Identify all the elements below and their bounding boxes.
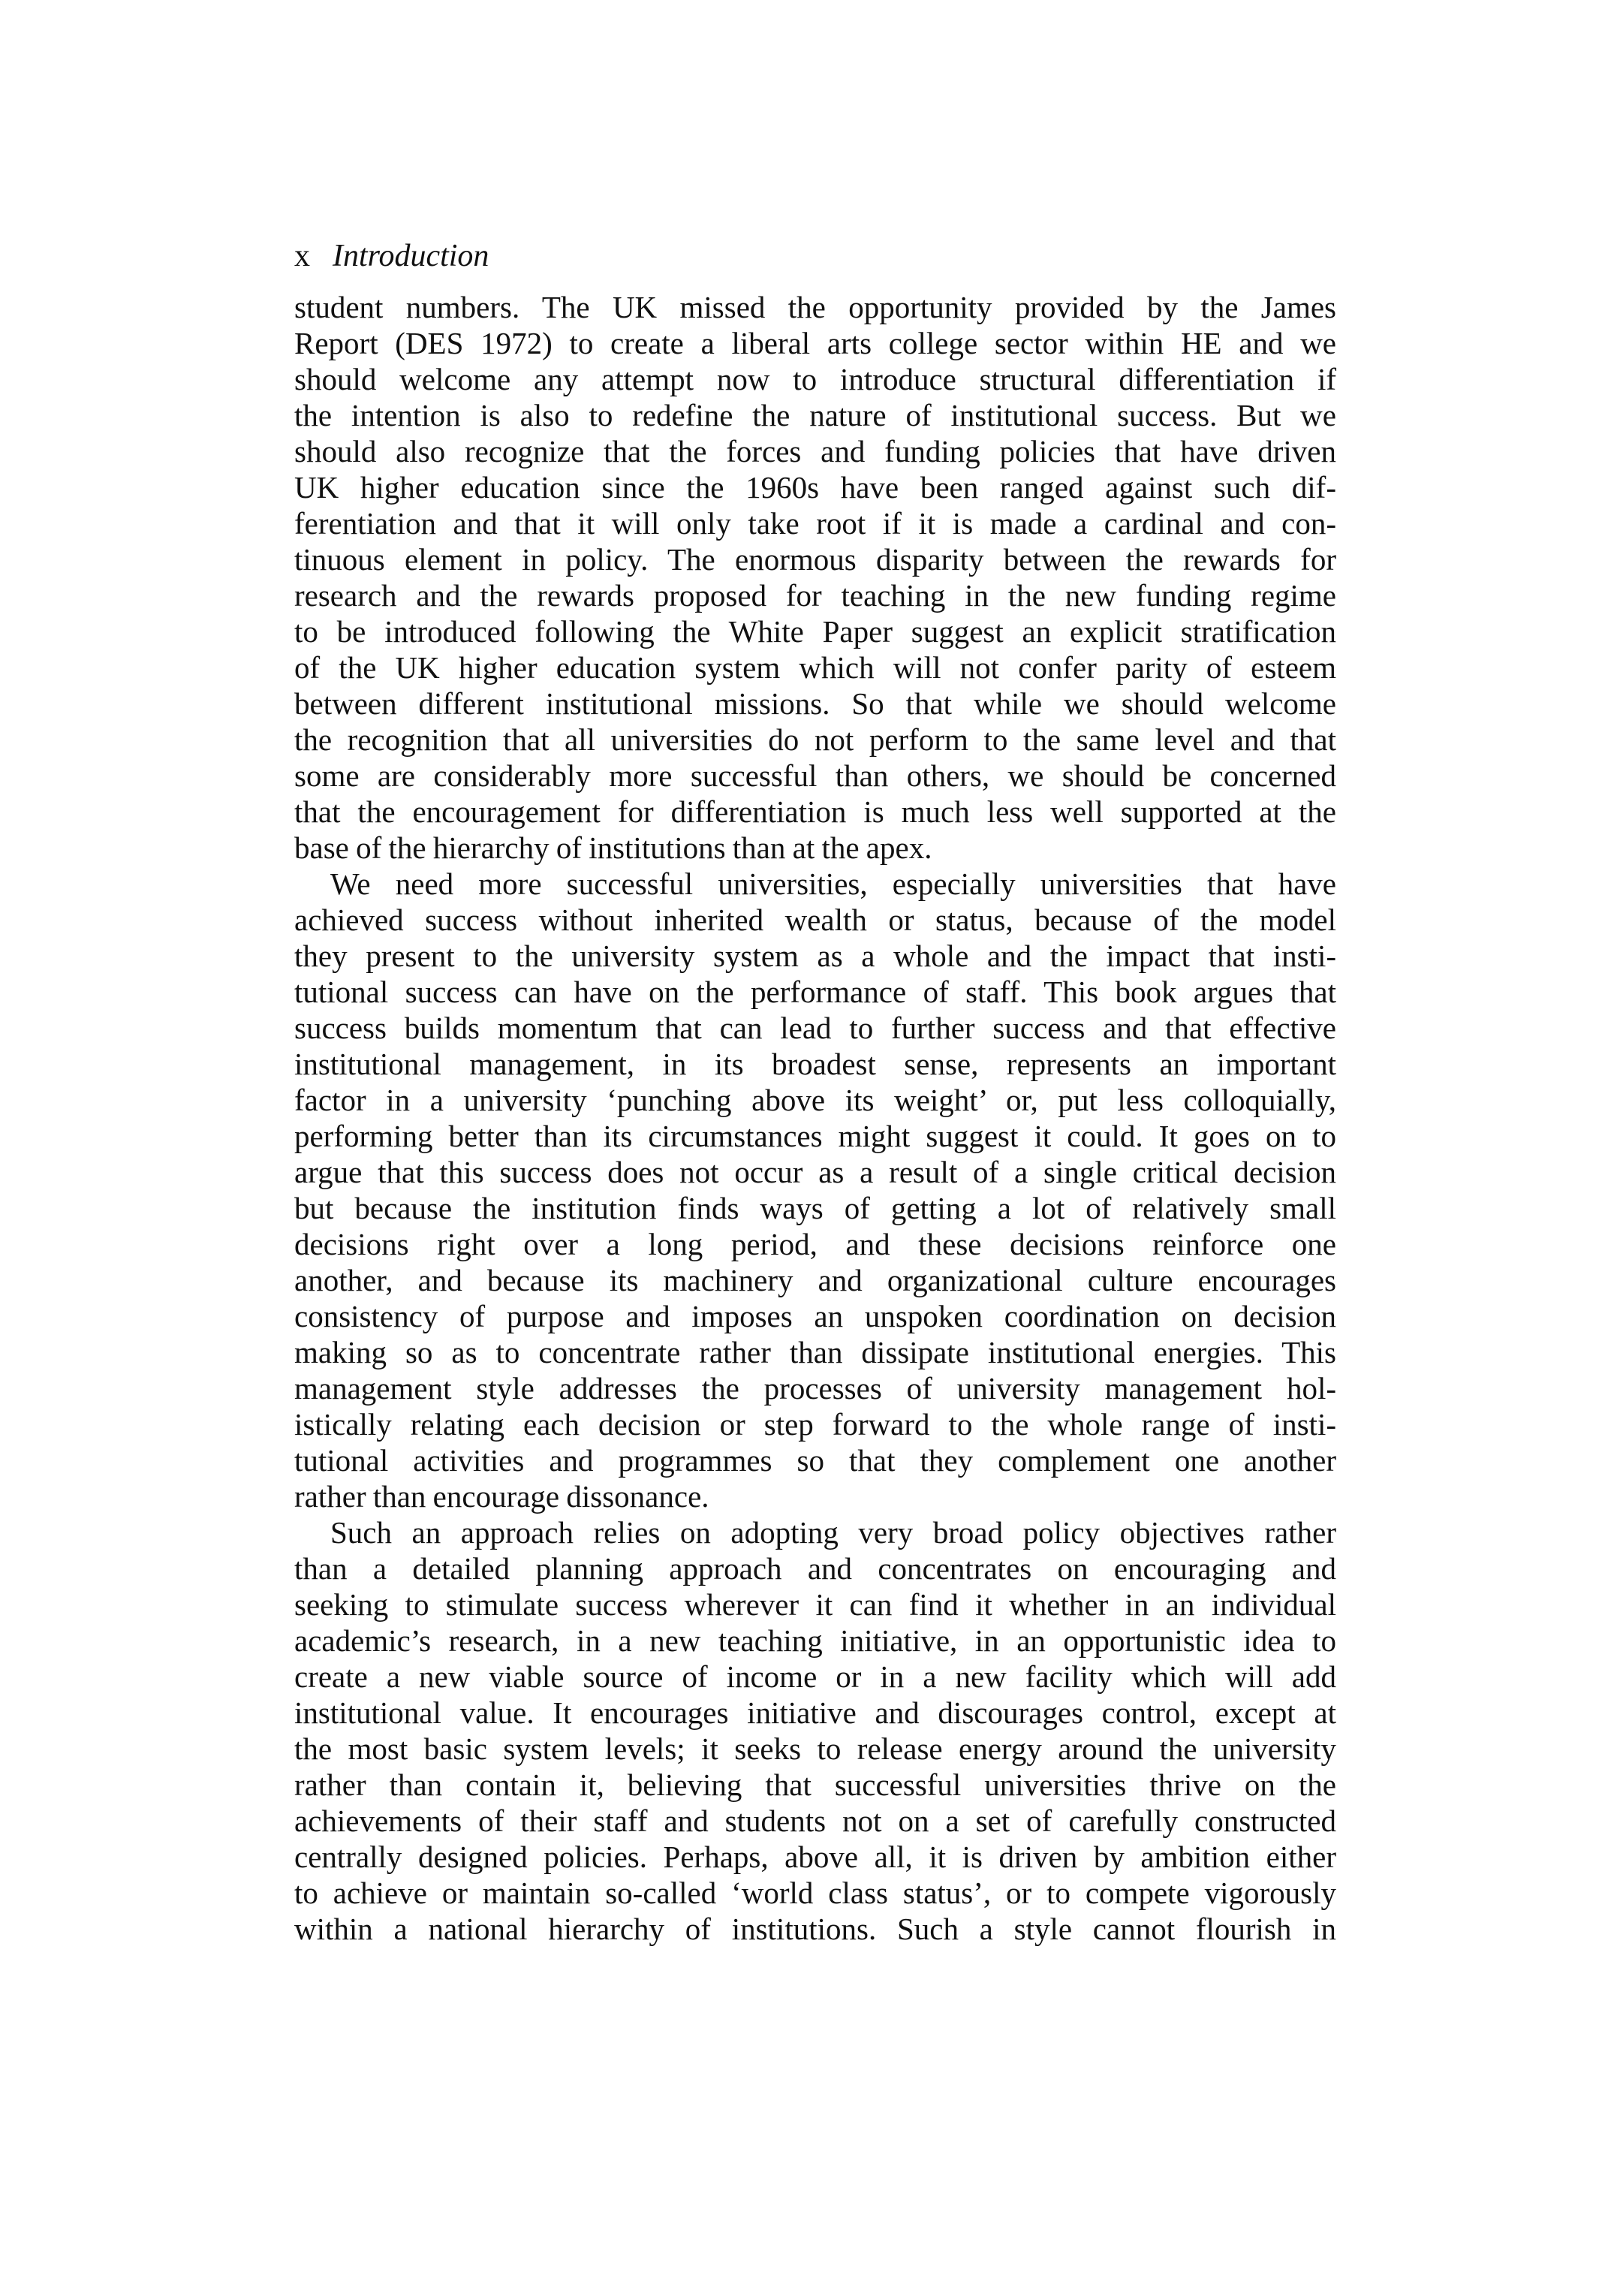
text-line: tutional activities and programmes so that they complement one another <box>294 1443 1336 1478</box>
text-line: should also recognize that the forces and funding policies that have driven <box>294 434 1336 469</box>
paragraph <box>294 1514 1336 1947</box>
text-line: istically relating each decision or step forward to the whole range of insti- <box>294 1407 1336 1442</box>
text-line: the most basic system levels; it seeks to release energy around the university <box>294 1731 1336 1766</box>
text-line: achievements of their staff and students not on a set of carefully constructed <box>294 1803 1336 1838</box>
paragraph <box>294 866 1336 1514</box>
book-page <box>294 237 1336 1947</box>
text-line: UK higher education since the 1960s have been ranged against such dif- <box>294 470 1336 505</box>
text-line: tinuous element in policy. The enormous disparity between the rewards for <box>294 542 1336 577</box>
text-line: research and the rewards proposed for teaching in the new funding regime <box>294 578 1336 613</box>
page-number: x <box>294 239 310 273</box>
text-line: another, and because its machinery and organizational culture encourages <box>294 1263 1336 1297</box>
text-line: ferentiation and that it will only take root if it is made a cardinal and con- <box>294 506 1336 541</box>
text-line: of the UK higher education system which will not confer parity of esteem <box>294 650 1336 685</box>
text-line: institutional management, in its broadest sense, represents an important <box>294 1047 1336 1081</box>
text-line: the intention is also to redefine the nature of institutional success. But we <box>294 398 1336 432</box>
text-line: they present to the university system as a whole and the impact that insti- <box>294 939 1336 973</box>
text-line: base of the hierarchy of institutions than at the apex. <box>294 830 932 865</box>
text-line: decisions right over a long period, and these decisions reinforce one <box>294 1227 1336 1261</box>
text-line: argue that this success does not occur as a result of a single critical decision <box>294 1155 1336 1189</box>
paragraph <box>294 289 1336 866</box>
text-line: student numbers. The UK missed the opportunity provided by the James <box>294 290 1336 324</box>
text-line: should welcome any attempt now to introduce structural differentiation if <box>294 362 1336 396</box>
text-line: rather than contain it, believing that successful universities thrive on the <box>294 1767 1336 1802</box>
text-line: Report (DES 1972) to create a liberal arts college sector within HE and we <box>294 326 1336 360</box>
text-line: centrally designed policies. Perhaps, above all, it is driven by ambition either <box>294 1840 1336 1874</box>
text-line: between different institutional missions. So that while we should welcome <box>294 686 1336 721</box>
text-line: academic’s research, in a new teaching initiative, in an opportunistic idea to <box>294 1623 1336 1658</box>
chapter-title: Introduction <box>333 239 489 273</box>
text-line: within a national hierarchy of institutions. Such a style cannot flourish in <box>294 1912 1336 1946</box>
running-head <box>294 237 1336 276</box>
text-line: factor in a university ‘punching above its weight’ or, put less colloquially, <box>294 1083 1336 1117</box>
text-line: We need more successful universities, especially universities that have <box>330 866 1336 901</box>
text-line: seeking to stimulate success wherever it can find it whether in an individual <box>294 1587 1336 1622</box>
text-line: success builds momentum that can lead to further success and that effective <box>294 1011 1336 1045</box>
text-line: consistency of purpose and imposes an unspoken coordination on decision <box>294 1299 1336 1333</box>
text-line: making so as to concentrate rather than dissipate institutional energies. This <box>294 1335 1336 1369</box>
text-line: institutional value. It encourages initiative and discourages control, except at <box>294 1695 1336 1730</box>
text-line: that the encouragement for differentiation is much less well supported at the <box>294 794 1336 829</box>
text-line: management style addresses the processes of university management hol- <box>294 1371 1336 1406</box>
text-line: the recognition that all universities do not perform to the same level and that <box>294 722 1336 757</box>
text-line: to achieve or maintain so-called ‘world class status’, or to compete vigorously <box>294 1876 1336 1910</box>
text-line: create a new viable source of income or in a new facility which will add <box>294 1659 1336 1694</box>
text-line: tutional success can have on the performance of staff. This book argues that <box>294 975 1336 1009</box>
text-line: than a detailed planning approach and concentrates on encouraging and <box>294 1551 1336 1586</box>
text-line: to be introduced following the White Paper suggest an explicit stratification <box>294 614 1336 649</box>
text-line: achieved success without inherited wealth or status, because of the model <box>294 902 1336 937</box>
text-line: some are considerably more successful than others, we should be concerned <box>294 758 1336 793</box>
text-line: Such an approach relies on adopting very broad policy objectives rather <box>330 1515 1336 1550</box>
body-text <box>294 289 1336 1947</box>
text-line: rather than encourage dissonance. <box>294 1479 709 1514</box>
text-line: but because the institution finds ways of getting a lot of relatively small <box>294 1191 1336 1225</box>
text-line: performing better than its circumstances might suggest it could. It goes on to <box>294 1119 1336 1153</box>
